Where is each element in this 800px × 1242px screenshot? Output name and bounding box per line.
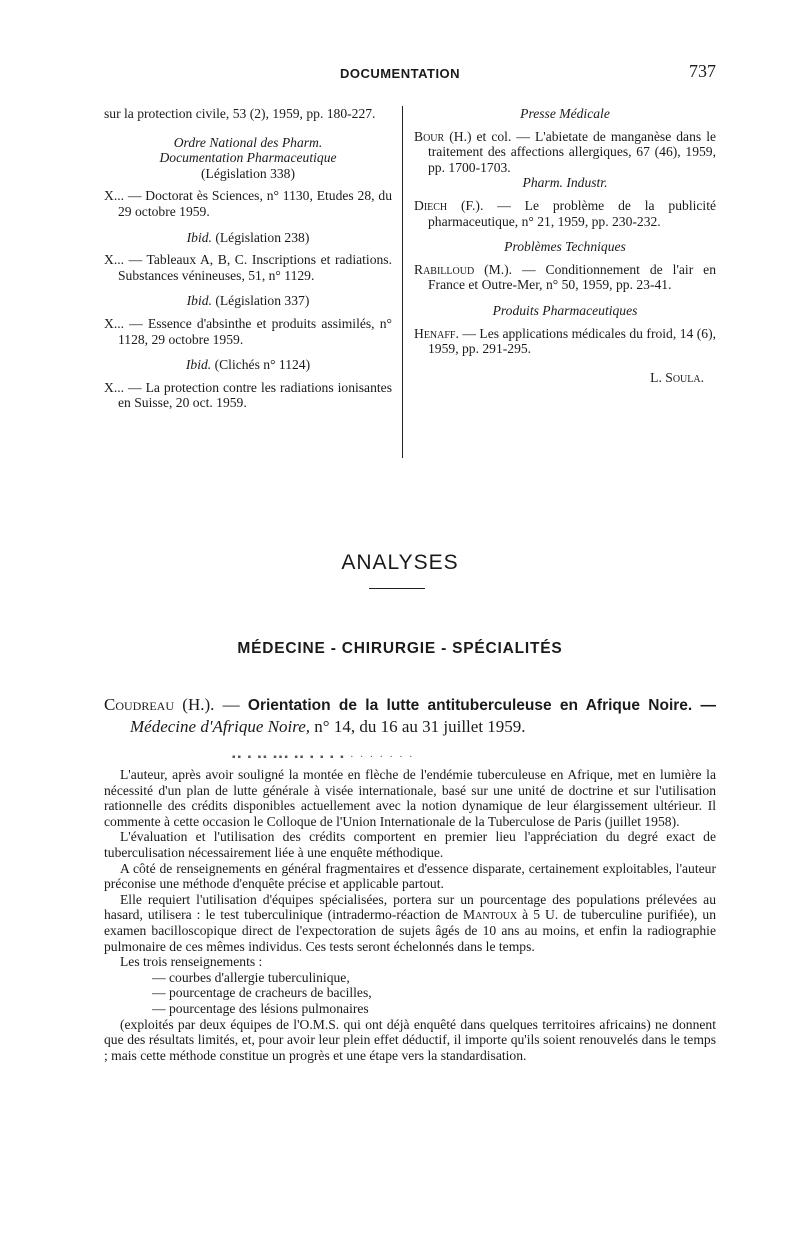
list-item: — pourcentage des lésions pulmonaires: [152, 1000, 369, 1016]
paragraph-4b: à 5 U. de tuberculine purifiée), un examen bacilloscopique direct de l'expectoration de sujets âgés de 10 ans au moins, et enfin la radiographie pulmonaire de ces mêmes individus. Ces tests seront échelonnés dans le temps.: [104, 907, 717, 954]
signature: L. Soula.: [650, 369, 704, 385]
ink-smudge: ▪▪ ▪ ▪▪ ▪▪▪ ▪▪ ▪ ▪ ▪ ▪ · · · · · · ·: [232, 752, 415, 763]
author-name: Diech: [414, 197, 448, 213]
paragraph-3: A côté de renseignements en général fragmentaires et d'essence disparate, certainement exploitables, l'auteur préconise une méthode d'enquête précise et applicable partout.: [104, 860, 716, 892]
entry-text: (M.). — Conditionnement de l'air en France et Outre-Mer, n° 50, 1959, pp. 23-41.: [428, 261, 716, 293]
article-author-initial: (H.). —: [182, 695, 240, 714]
left-entry-4: X... — La protection contre les radiations ionisantes en Suisse, 20 oct. 1959.: [104, 379, 392, 411]
left-sub-2-text: (Législation 238): [215, 229, 310, 245]
left-entry-0: sur la protection civile, 53 (2), 1959, pp. 180-227.: [104, 106, 376, 121]
right-entry-4: [414, 326, 716, 357]
running-header: DOCUMENTATION: [339, 66, 461, 81]
left-sub-4: [104, 357, 392, 373]
left-sub-3: [104, 293, 392, 309]
article-author: Coudreau: [104, 695, 175, 714]
page-number: 737: [689, 61, 716, 81]
left-sub-3-text: (Législation 337): [215, 293, 310, 309]
right-column: [414, 106, 716, 385]
right-source-2: Pharm. Industr.: [522, 175, 608, 191]
paragraph-5: Les trois renseignements :: [120, 954, 263, 970]
article-heading: [104, 694, 716, 737]
ibid-label: Ibid.: [186, 229, 212, 245]
right-source-3: Problèmes Techniques: [504, 239, 626, 255]
left-sub-2: [104, 230, 392, 246]
column-divider: [402, 106, 403, 458]
findings-list: [104, 970, 716, 1017]
ibid-label: Ibid.: [186, 293, 212, 309]
article-reference: n° 14, du 16 au 31 juillet 1959.: [314, 717, 526, 736]
mantoux-name: Mantoux: [463, 907, 518, 923]
author-name: Bour: [414, 128, 445, 144]
left-column: [104, 106, 392, 411]
paragraph-1: L'auteur, après avoir souligné la montée en flèche de l'endémie tuberculeuse en Afrique, met en lumière la nécessité d'un plan de lutte générale à visée internationale, basé sur une unité de doctrine et sur l'utilisation rationnelle des crédits disponibles actuellement avec la notion dynamique de leur élargissement ultérieur. Il commente à cette occasion le Colloque de l'Union Internationale de la Tuberculose de Paris (juillet 1958).: [104, 767, 716, 829]
left-sub-1: (Législation 338): [200, 165, 295, 181]
entry-text: (F.). — Le problème de la publicité pharmaceutique, n° 21, 1959, pp. 230-232.: [428, 197, 717, 229]
left-entry-3: X... — Essence d'absinthe et produits assimilés, n° 1128, 29 octobre 1959.: [104, 315, 392, 347]
section-title: MÉDECINE - CHIRURGIE - SPÉCIALITÉS: [237, 640, 563, 657]
right-source-1: Presse Médicale: [520, 106, 610, 121]
list-item: — courbes d'allergie tuberculinique,: [152, 969, 350, 985]
right-entry-1: [414, 129, 716, 176]
paragraph-4: [104, 892, 716, 954]
author-name: Henaff.: [414, 325, 459, 341]
right-entry-2: [414, 198, 716, 229]
analyses-title: ANALYSES: [341, 551, 459, 574]
paragraph-2: L'évaluation et l'utilisation des crédits comportent en premier lieu l'appréciation du degré exact de tuberculisation nécessairement liée à une enquête méthodique.: [104, 829, 716, 860]
article-journal: Médecine d'Afrique Noire,: [130, 717, 311, 736]
left-entry-2: X... — Tableaux A, B, C. Inscriptions et radiations. Substances vénineuses, 51, n° 1129.: [104, 252, 392, 283]
left-source-1b: Documentation Pharmaceutique: [159, 150, 337, 166]
author-name: Rabilloud: [414, 261, 475, 277]
paragraph-6: (exploités par deux équipes de l'O.M.S. qui ont déjà enquêté dans quelques territoires africains) ne donnent que des résultats limités, et, pour avoir leur plein effet déductif, il importe qu'ils soient renouvelés dans le temps ; mais cette méthode constitue un progrès et une étape vers la standardisation.: [104, 1016, 716, 1063]
left-entry-1: X... — Doctorat ès Sciences, n° 1130, Etudes 28, du 29 octobre 1959.: [104, 188, 392, 219]
left-source-1: Ordre National des Pharm.: [173, 134, 323, 150]
entry-text: (H.) et col. — L'abietate de manganèse dans le traitement des affections allergiques, 67 (46), 1959, pp. 1700-1703.: [428, 128, 717, 175]
article-body: [104, 767, 716, 1063]
title-rule: [369, 588, 425, 589]
article-title: Orientation de la lutte antituberculeuse en Afrique Noire. —: [247, 697, 717, 714]
ibid-label: Ibid.: [185, 357, 212, 373]
list-item: — pourcentage de cracheurs de bacilles,: [152, 985, 372, 1001]
right-entry-3: [414, 262, 716, 293]
entry-text: — Les applications médicales du froid, 14 (6), 1959, pp. 291-295.: [428, 325, 716, 357]
left-sub-4-text: (Clichés n° 1124): [214, 357, 311, 373]
right-source-4: Produits Pharmaceutiques: [492, 302, 638, 318]
paragraph-4a: Elle requiert l'utilisation d'équipes spécialisées, portera sur un pourcentage des populations prélevées au hasard, utilisera : le test tuberculinique (intradermo-réaction de: [104, 891, 716, 923]
